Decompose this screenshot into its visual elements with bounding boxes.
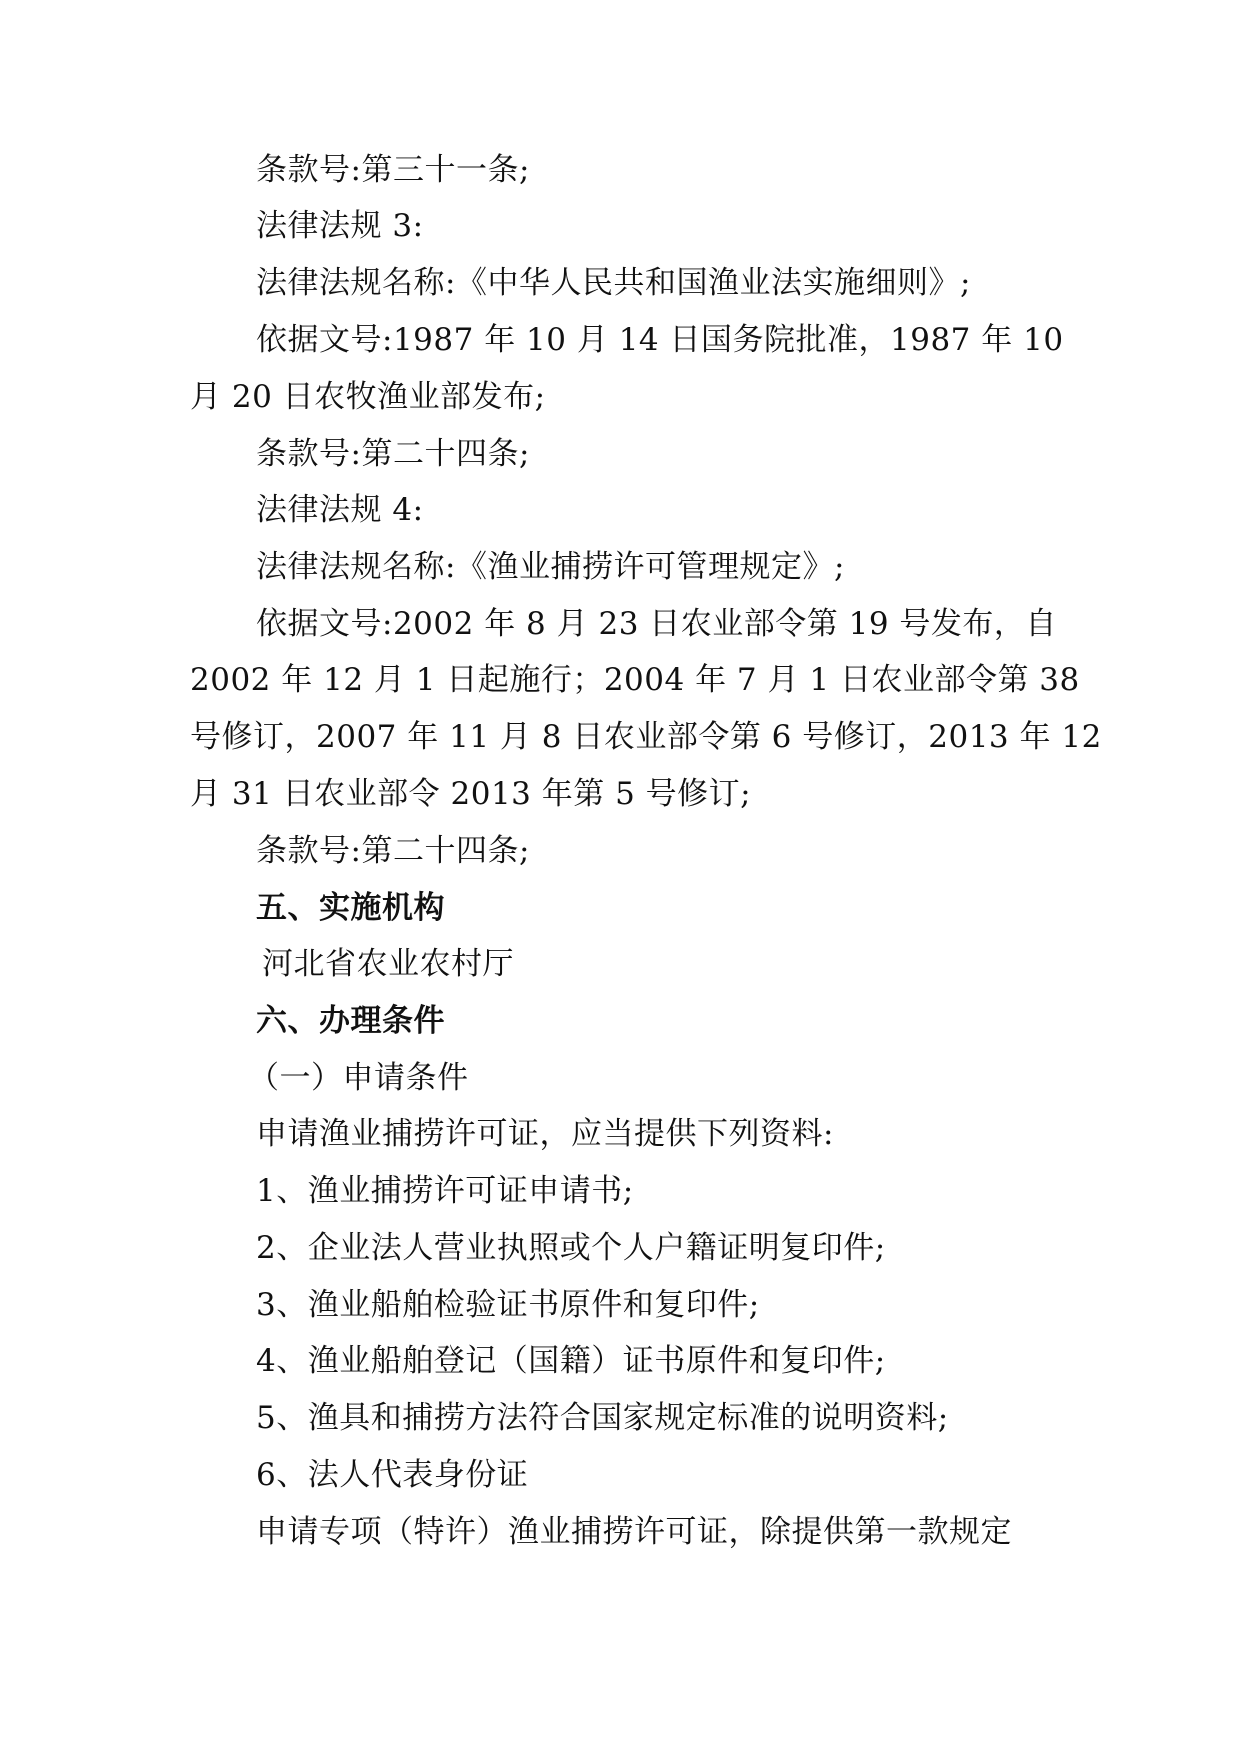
section-heading-conditions: 六、办理条件 (256, 1003, 445, 1039)
law-4-label: 法律法规 4: (256, 492, 424, 528)
law-4-basis-line-4: 月 31 日农业部令 2013 年第 5 号修订; (190, 776, 752, 812)
requirement-item-4: 4、渔业船舶登记（国籍）证书原件和复印件; (256, 1343, 886, 1379)
requirement-item-6: 6、法人代表身份证 (256, 1457, 529, 1493)
implementing-agency-name: 河北省农业农村厅 (262, 946, 514, 982)
requirement-item-2: 2、企业法人营业执照或个人户籍证明复印件; (256, 1230, 886, 1266)
law-4-name: 法律法规名称:《渔业捕捞许可管理规定》; (256, 549, 845, 585)
requirement-item-3: 3、渔业船舶检验证书原件和复印件; (256, 1287, 760, 1323)
law-3-label: 法律法规 3: (256, 208, 424, 244)
section-heading-implementing-agency: 五、实施机构 (256, 890, 445, 926)
law-3-clause-number: 条款号:第二十四条; (256, 436, 530, 472)
special-license-intro: 申请专项（特许）渔业捕捞许可证，除提供第一款规定 (256, 1514, 1012, 1550)
clause-number-line: 条款号:第三十一条; (256, 152, 530, 188)
application-intro: 申请渔业捕捞许可证，应当提供下列资料: (256, 1116, 834, 1152)
requirement-item-5: 5、渔具和捕捞方法符合国家规定标准的说明资料; (256, 1400, 949, 1436)
law-4-clause-number: 条款号:第二十四条; (256, 833, 530, 869)
law-4-basis-line-3: 号修订，2007 年 11 月 8 日农业部令第 6 号修订，2013 年 12 (190, 719, 1102, 755)
requirement-item-1: 1、渔业捕捞许可证申请书; (256, 1173, 634, 1209)
law-3-name: 法律法规名称:《中华人民共和国渔业法实施细则》; (256, 265, 971, 301)
subsection-heading-application-conditions: （一）申请条件 (248, 1060, 469, 1096)
law-4-basis-line-1: 依据文号:2002 年 8 月 23 日农业部令第 19 号发布，自 (256, 606, 1057, 642)
law-3-basis-line-2: 月 20 日农牧渔业部发布; (190, 379, 546, 415)
law-3-basis-line-1: 依据文号:1987 年 10 月 14 日国务院批准，1987 年 10 (256, 322, 1064, 358)
law-4-basis-line-2: 2002 年 12 月 1 日起施行；2004 年 7 月 1 日农业部令第 38 (190, 662, 1080, 698)
